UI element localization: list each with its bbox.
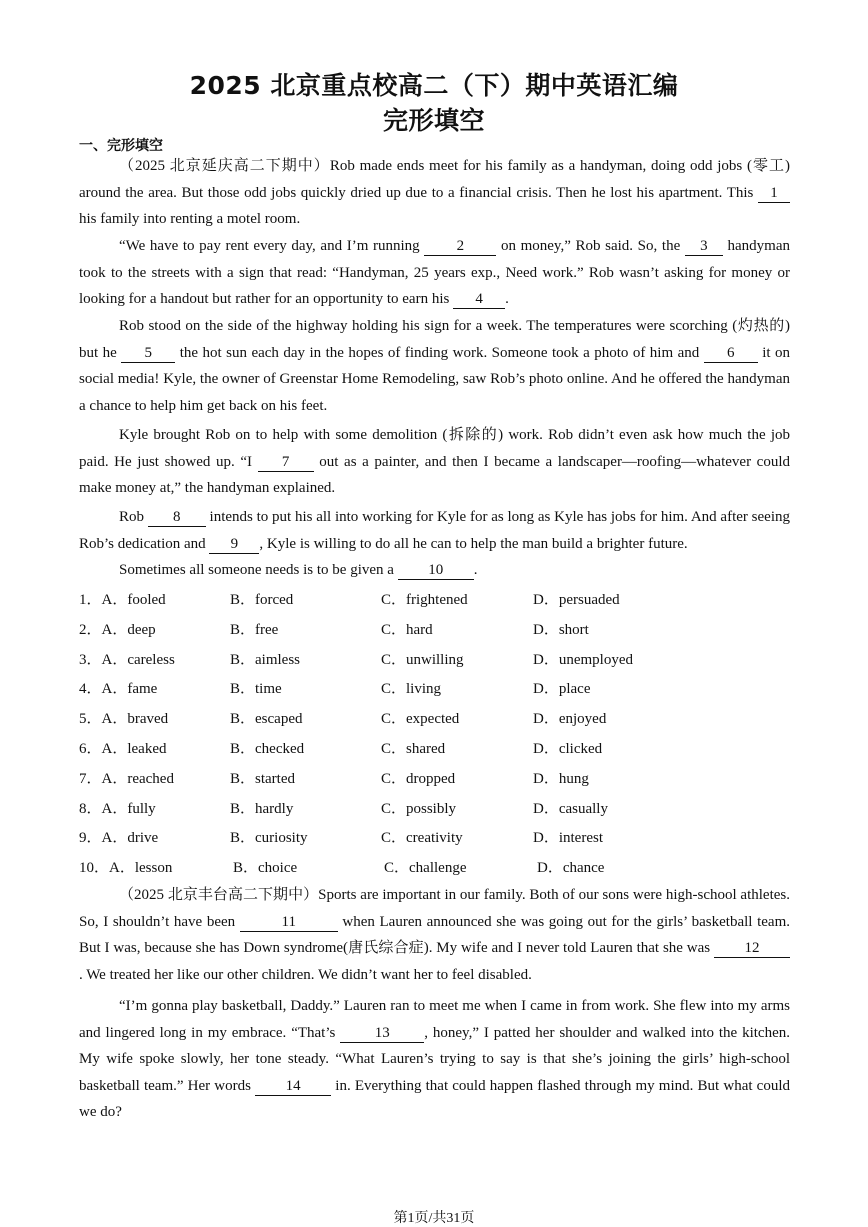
passage1-paragraph-4 xyxy=(79,422,790,502)
blank-9: 9 xyxy=(209,536,259,554)
option-a: 4．A．fame xyxy=(79,681,158,698)
passage2-paragraph-2 xyxy=(79,993,790,1126)
option-b: B．started xyxy=(230,770,295,787)
text: when Lauren announced she was going out for the girls’ basketball team. But I was, because she has Down syndrome(唐氏综合症). My wife and I never told Lauren that she was xyxy=(79,913,790,956)
blank-2: 2 xyxy=(424,238,496,256)
option-b: B．curiosity xyxy=(230,830,308,847)
option-c: C．frightened xyxy=(381,592,468,608)
blank-1: 1 xyxy=(758,185,790,203)
blank-4: 4 xyxy=(453,291,505,309)
option-b: B．escaped xyxy=(230,711,303,728)
text: intends to put his all into working for Kyle for as long as Kyle has jobs for him. And after seeing Rob’s dedication and xyxy=(79,509,790,552)
option-b: B．checked xyxy=(230,740,305,757)
document-title: 2025 北京重点校高二（下）期中英语汇编 xyxy=(189,71,679,100)
option-d: D．chance xyxy=(537,860,605,877)
option-a: 1．A．fooled xyxy=(79,592,166,608)
option-c: C．creativity xyxy=(381,830,463,847)
text: Rob made ends meet for his family as a handyman, doing odd jobs (零工) around the area. But those odd jobs quickly dried up due to a financial crisis. Then he lost his apartment. This xyxy=(79,158,790,201)
option-a: 2．A．deep xyxy=(79,621,156,638)
text: it on social media! Kyle, the owner of Greenstar Home Remodeling, saw Rob’s photo online. And he offered the handyman a chance to help him get back on his feet. xyxy=(79,344,790,414)
source-label: （2025 北京丰台高二下期中） xyxy=(119,887,319,903)
text: in. Everything that could happen flashed through my mind. But what could we do? xyxy=(79,1077,790,1120)
option-a: 10．A．lesson xyxy=(79,860,173,877)
text: Rob xyxy=(119,509,148,525)
text: the hot sun each day in the hopes of finding work. Someone took a photo of him and xyxy=(175,344,704,361)
option-c: C．hard xyxy=(381,621,433,638)
option-c: C．expected xyxy=(381,711,460,728)
passage2-paragraph-1 xyxy=(79,882,790,988)
option-b: B．free xyxy=(230,621,279,638)
text: Sports are important in our family. Both of our sons were high-school athletes. So, I shouldn’t have been xyxy=(79,887,790,930)
option-d: D．clicked xyxy=(533,740,603,757)
option-c: C．unwilling xyxy=(381,651,464,668)
blank-12: 12 xyxy=(714,940,790,958)
text: . We treated her like our other children. We didn’t want her to feel disabled. xyxy=(79,966,532,983)
text: handyman took to the streets with a sign that read: “Handyman, 25 years exp., Need work.” Rob wasn’t asking for money or looking for a handout but rather for an opportunity to earn his xyxy=(79,238,791,307)
text: Kyle brought Rob on to help with some demolition (拆除的) work. Rob didn’t even ask how much the job paid. He just showed up. “I xyxy=(79,427,790,470)
option-c: C．challenge xyxy=(384,860,467,877)
option-c: C．shared xyxy=(381,740,446,757)
option-d: D．place xyxy=(533,681,591,698)
option-b: B．time xyxy=(230,681,282,698)
text: his family into renting a motel room. xyxy=(79,211,301,227)
passage1-paragraph-1 xyxy=(79,153,790,233)
option-a: 5．A．braved xyxy=(79,711,169,728)
text: out as a painter, and then I became a landscaper—roofing—whatever could make money at,” the handyman explained. xyxy=(79,453,790,496)
blank-7: 7 xyxy=(258,454,314,472)
option-a: 8．A．fully xyxy=(79,800,156,817)
section-heading: 一、完形填空 xyxy=(79,138,163,154)
option-b: B．choice xyxy=(233,860,298,877)
text: on money,” Rob said. So, the xyxy=(496,238,685,254)
source-label: （2025 北京延庆高二下期中） xyxy=(119,158,330,174)
option-a: 9．A．drive xyxy=(79,830,159,847)
passage1-paragraph-2 xyxy=(79,233,790,313)
option-b: B．forced xyxy=(230,592,294,608)
option-d: D．enjoyed xyxy=(533,711,607,728)
text: . xyxy=(505,291,509,307)
option-b: B．aimless xyxy=(230,651,300,668)
option-a: 6．A．leaked xyxy=(79,740,167,757)
passage1-paragraph-5 xyxy=(79,504,790,557)
text: , Kyle is willing to do all he can to help the man build a brighter future. xyxy=(259,535,688,552)
page-number: 第1页/共31页 xyxy=(393,1211,475,1226)
text: Rob stood on the side of the highway holding his sign for a week. The temperatures were scorching (灼热的) but he xyxy=(79,318,790,361)
option-c: C．living xyxy=(381,681,442,698)
text: “I’m gonna play basketball, Daddy.” Lauren ran to meet me when I came in from work. She flew into my arms and lingered long in my embrace. “That’s xyxy=(79,998,790,1041)
option-d: D．interest xyxy=(533,830,603,847)
option-d: D．short xyxy=(533,621,589,638)
text: Sometimes all someone needs is to be given a xyxy=(119,562,398,578)
option-d: D．casually xyxy=(533,800,608,817)
text: , honey,” I patted her shoulder and walked into the kitchen. My wife spoke slowly, her tone steady. “What Lauren’s trying to say is that she’s joining the girls’ high-school basketball team.” Her words xyxy=(79,1024,790,1094)
document-subtitle: 完形填空 xyxy=(382,106,485,135)
text: “We have to pay rent every day, and I’m running xyxy=(119,238,425,254)
blank-3: 3 xyxy=(685,238,723,256)
option-d: D．unemployed xyxy=(533,651,633,668)
blank-11: 11 xyxy=(240,914,338,932)
blank-8: 8 xyxy=(148,509,206,527)
blank-6: 6 xyxy=(704,345,758,363)
blank-14: 14 xyxy=(255,1078,331,1096)
text: . xyxy=(473,562,478,578)
option-d: D．hung xyxy=(533,770,589,787)
blank-5: 5 xyxy=(121,345,175,363)
option-a: 7．A．reached xyxy=(79,770,174,787)
blank-13: 13 xyxy=(340,1025,424,1043)
blank-10: 10 xyxy=(398,562,474,580)
passage1-paragraph-6 xyxy=(79,557,790,584)
option-c: C．possibly xyxy=(381,800,457,817)
option-c: C．dropped xyxy=(381,770,456,787)
option-b: B．hardly xyxy=(230,800,294,817)
option-d: D．persuaded xyxy=(533,592,620,608)
option-a: 3．A．careless xyxy=(79,651,175,668)
passage1-paragraph-3 xyxy=(79,313,790,419)
